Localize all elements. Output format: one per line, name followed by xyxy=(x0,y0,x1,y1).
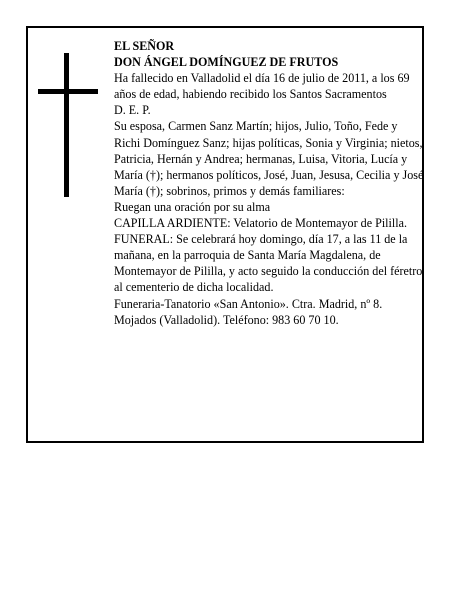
obituary-title: EL SEÑOR xyxy=(114,39,175,53)
cross-vertical-bar xyxy=(64,53,69,197)
death-notice: Ha fallecido en Valladolid el día 16 de julio de 2011, a los 69 años de edad, habiendo recibido los Santos Sacramentos xyxy=(114,71,410,102)
family-list: Su esposa, Carmen Sanz Martín; hijos, Julio, Toño, Fede y Richi Domínguez Sanz; hijas políticas, Sonia y Virginia; nietos, Patricia, Hernán y Andrea; hermanas, Luisa, Vitoria, Lucía y María (†); hermanos políticos, José, Juan, Jesusa, Cecilia y José María (†); sobrinos, primos y demás familiares: xyxy=(114,119,424,198)
cross-icon xyxy=(38,53,98,197)
funeral-home-info: Funeraria-Tanatorio «San Antonio». Ctra. Madrid, nº 8. Mojados (Valladolid). Teléfono: 983 60 70 10. xyxy=(114,296,383,327)
cross-horizontal-bar xyxy=(38,89,98,94)
prayer-request: Ruegan una oración por su alma xyxy=(114,199,271,214)
chapel-info: CAPILLA ARDIENTE: Velatorio de Montemayor de Pililla. xyxy=(114,216,408,231)
funeral-info: FUNERAL: Se celebrará hoy domingo, día 17, a las 11 de la mañana, en la parroquia de Santa María Magdalena, de Montemayor de Pililla, y acto seguido la conducción del féretro al cementerio de dicha localidad. xyxy=(114,232,423,295)
obituary-text xyxy=(114,38,424,328)
rip-line: D. E. P. xyxy=(114,103,151,118)
deceased-name: DON ÁNGEL DOMÍNGUEZ DE FRUTOS xyxy=(114,55,339,70)
